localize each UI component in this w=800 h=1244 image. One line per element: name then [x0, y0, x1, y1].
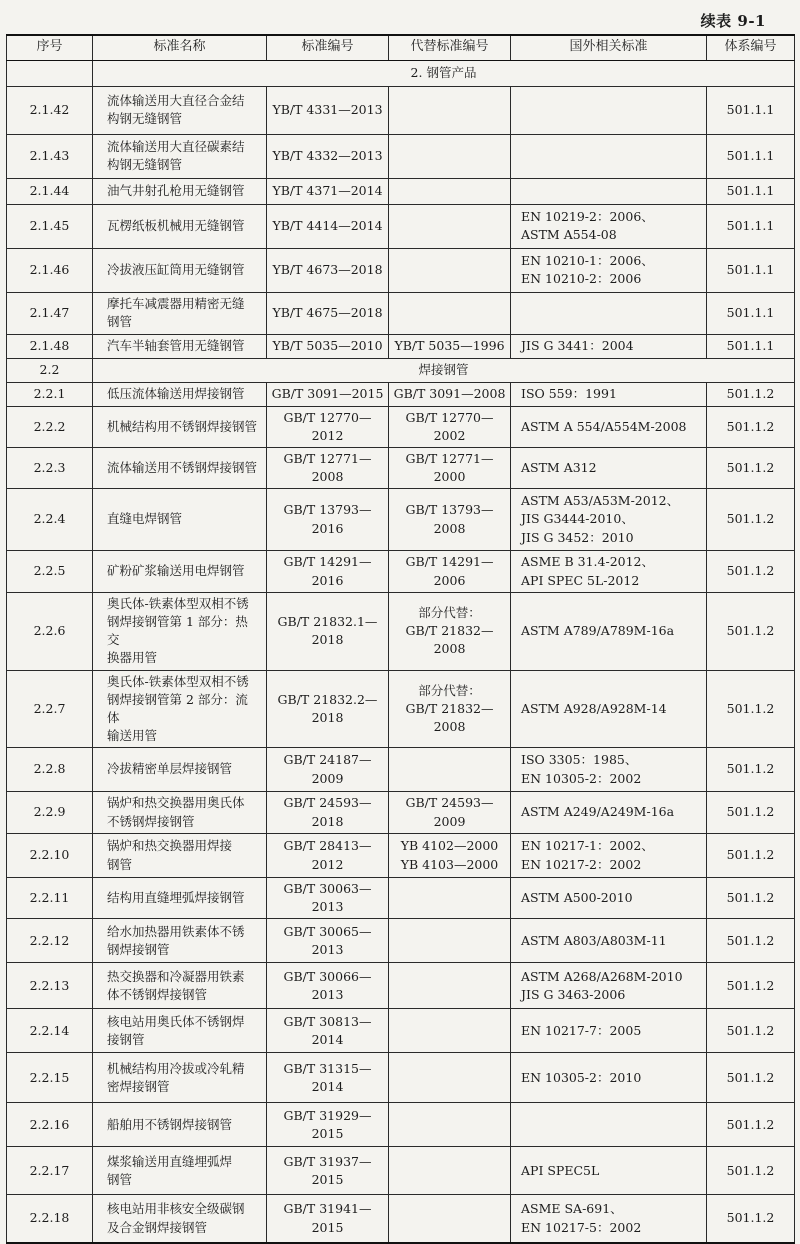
standard-name-line: 钢焊接钢管第 1 部分：热交	[107, 614, 248, 648]
standard-name	[93, 1009, 267, 1053]
table-row	[7, 292, 795, 334]
standard-name	[93, 292, 267, 334]
standard-name	[93, 551, 267, 593]
replaced-code	[389, 1009, 511, 1053]
standard-code: GB/T 31315—2014	[267, 1053, 389, 1103]
table-row	[7, 878, 795, 919]
standard-name	[93, 248, 267, 292]
standard-name-line: 油气井射孔枪用无缝钢管	[107, 182, 245, 198]
foreign-standard-line: ISO 559：1991	[521, 385, 617, 401]
system-code: 501.1.1	[707, 86, 795, 134]
table-row	[7, 1147, 795, 1195]
serial-number: 2.2.7	[7, 670, 93, 748]
replaced-code-line: YB 4103—2000	[400, 856, 499, 872]
standard-name-line: 钢焊接钢管第 2 部分：流体	[107, 691, 248, 725]
replaced-code-line: GB/T 14291—2006	[405, 554, 494, 588]
table-row	[7, 792, 795, 834]
standard-name	[93, 134, 267, 178]
table-row	[7, 447, 795, 488]
serial-number: 2.2.1	[7, 382, 93, 406]
standard-name-line: 热交换器和冷凝器用铁素	[107, 968, 245, 984]
table-row	[7, 382, 795, 406]
standard-name-line: 不锈钢焊接钢管	[107, 813, 195, 829]
foreign-standard-line: EN 10217-7：2005	[521, 1022, 642, 1038]
serial-number: 2.2.4	[7, 489, 93, 551]
foreign-standard	[511, 551, 707, 593]
standard-name-line: 直缝电焊钢管	[107, 511, 183, 527]
serial-number: 2.1.42	[7, 86, 93, 134]
replaced-code	[389, 382, 511, 406]
system-code: 501.1.2	[707, 593, 795, 671]
serial-number: 2.1.46	[7, 248, 93, 292]
table-row	[7, 334, 795, 358]
replaced-code	[389, 178, 511, 204]
replaced-code	[389, 963, 511, 1009]
standard-name-line: 构钢无缝钢管	[107, 111, 183, 126]
standard-name-line: 冷拔精密单层焊接钢管	[107, 761, 233, 777]
serial-number: 2.1.48	[7, 334, 93, 358]
system-code: 501.1.2	[707, 748, 795, 792]
standard-name-line: 瓦楞纸板机械用无缝钢管	[107, 217, 245, 233]
replaced-code-line: GB/T 24593—2009	[405, 795, 494, 829]
replaced-code	[389, 334, 511, 358]
replaced-code	[389, 406, 511, 447]
standard-code: GB/T 3091—2015	[267, 382, 389, 406]
foreign-standard-line: ISO 3305：1985、	[521, 752, 638, 768]
foreign-standard	[511, 447, 707, 488]
replaced-code	[389, 86, 511, 134]
replaced-code	[389, 1053, 511, 1103]
standard-name	[93, 834, 267, 878]
section-row	[7, 358, 795, 382]
section-number: 2.2	[7, 358, 93, 382]
table-row	[7, 834, 795, 878]
foreign-standard-line: ASTM A 554/A554M-2008	[521, 418, 687, 434]
foreign-standard-line: JIS G3444-2010、	[521, 511, 634, 527]
standard-name-line: 给水加热器用铁素体不锈	[107, 923, 245, 939]
replaced-code	[389, 834, 511, 878]
foreign-standard-line: EN 10217-1：2002、	[521, 838, 654, 854]
serial-number: 2.2.5	[7, 551, 93, 593]
foreign-standard-line: ASTM A500-2010	[521, 890, 633, 906]
serial-number: 2.2.9	[7, 792, 93, 834]
system-code: 501.1.2	[707, 1053, 795, 1103]
serial-number: 2.2.18	[7, 1195, 93, 1243]
table-row	[7, 1195, 795, 1243]
replaced-code	[389, 670, 511, 748]
foreign-standard	[511, 1103, 707, 1147]
foreign-standard-line: EN 10217-5：2002	[521, 1219, 642, 1235]
table-row	[7, 178, 795, 204]
standard-name-line: 汽车半轴套管用无缝钢管	[107, 337, 245, 353]
table-row	[7, 963, 795, 1009]
header-standard-code: 标准编号	[267, 35, 389, 60]
table-row	[7, 489, 795, 551]
serial-number: 2.2.14	[7, 1009, 93, 1053]
foreign-standard-line: ASTM A312	[521, 459, 597, 475]
system-code: 501.1.2	[707, 792, 795, 834]
replaced-code-line: GB/T 21832—2008	[405, 700, 494, 734]
standard-name	[93, 593, 267, 671]
standard-name-line: 锅炉和热交换器用焊接	[107, 838, 233, 854]
system-code: 501.1.2	[707, 551, 795, 593]
foreign-standard	[511, 593, 707, 671]
standard-name	[93, 406, 267, 447]
standard-name-line: 核电站用非核安全级碳钢	[107, 1201, 245, 1217]
replaced-code-line: YB/T 5035—1996	[394, 337, 505, 353]
section-title: 焊接钢管	[93, 358, 795, 382]
system-code: 501.1.2	[707, 1103, 795, 1147]
system-code: 501.1.2	[707, 406, 795, 447]
standard-name-line: 低压流体输送用焊接钢管	[107, 385, 245, 401]
standard-code: YB/T 4675—2018	[267, 292, 389, 334]
foreign-standard-line: ASTM A249/A249M-16a	[521, 804, 675, 820]
foreign-standard	[511, 919, 707, 963]
standard-name	[93, 1195, 267, 1243]
replaced-code-line: 部分代替：	[418, 605, 481, 621]
table-row	[7, 1103, 795, 1147]
standard-name-line: 流体输送用大直径碳素结	[107, 138, 245, 154]
table-caption: 续表 9-1	[700, 12, 766, 30]
system-code: 501.1.2	[707, 834, 795, 878]
table-row	[7, 593, 795, 671]
foreign-standard	[511, 489, 707, 551]
standard-name	[93, 447, 267, 488]
foreign-standard-line: ASTM A268/A268M-2010	[521, 968, 683, 984]
system-code: 501.1.1	[707, 204, 795, 248]
standard-code: YB/T 4673—2018	[267, 248, 389, 292]
foreign-standard	[511, 792, 707, 834]
replaced-code	[389, 792, 511, 834]
replaced-code	[389, 1195, 511, 1243]
replaced-code-line: GB/T 12770—2002	[405, 409, 494, 443]
standard-name-line: 摩托车减震器用精密无缝	[107, 295, 245, 311]
foreign-standard	[511, 834, 707, 878]
system-code: 501.1.1	[707, 178, 795, 204]
foreign-standard-line: EN 10305-2：2010	[521, 1069, 642, 1085]
foreign-standard-line: EN 10219-2：2006、	[521, 208, 654, 224]
standard-code: GB/T 24187—2009	[267, 748, 389, 792]
standard-name-line: 矿粉矿浆输送用电焊钢管	[107, 563, 245, 579]
standard-name	[93, 1147, 267, 1195]
standard-name-line: 密焊接钢管	[107, 1078, 170, 1094]
foreign-standard-line: JIS G 3463-2006	[521, 986, 626, 1002]
standard-name	[93, 178, 267, 204]
replaced-code	[389, 248, 511, 292]
system-code: 501.1.2	[707, 1195, 795, 1243]
standard-name	[93, 748, 267, 792]
serial-number: 2.2.13	[7, 963, 93, 1009]
foreign-standard	[511, 1195, 707, 1243]
serial-number: 2.2.10	[7, 834, 93, 878]
header-system-code: 体系编号	[707, 35, 795, 60]
header-replaced-code: 代替标准编号	[389, 35, 511, 60]
standard-name-line: 接钢管	[107, 1031, 145, 1047]
standard-code: GB/T 13793—2016	[267, 489, 389, 551]
standard-code: GB/T 28413—2012	[267, 834, 389, 878]
standard-name-line: 冷拔液压缸筒用无缝钢管	[107, 261, 245, 277]
foreign-standard-line: EN 10210-2：2006	[521, 271, 642, 286]
standard-name	[93, 1103, 267, 1147]
replaced-code	[389, 1147, 511, 1195]
standard-name-line: 煤浆输送用直缝埋弧焊	[107, 1153, 233, 1169]
standard-name	[93, 919, 267, 963]
system-code: 501.1.2	[707, 489, 795, 551]
replaced-code-line: GB/T 21832—2008	[405, 623, 494, 657]
serial-number: 2.2.6	[7, 593, 93, 671]
table-row	[7, 1053, 795, 1103]
replaced-code	[389, 919, 511, 963]
table-body	[7, 60, 795, 1243]
replaced-code	[389, 1103, 511, 1147]
replaced-code-line: 部分代替：	[418, 682, 481, 698]
foreign-standard	[511, 963, 707, 1009]
replaced-code	[389, 748, 511, 792]
standard-name	[93, 963, 267, 1009]
foreign-standard-line: ASTM A928/A928M-14	[521, 700, 667, 716]
standard-name	[93, 204, 267, 248]
standard-name-line: 奥氏体-铁素体型双相不锈	[107, 596, 249, 611]
foreign-standard	[511, 748, 707, 792]
foreign-standard-line: ASME SA-691、	[521, 1201, 623, 1217]
standard-name	[93, 792, 267, 834]
standard-name-line: 及合金钢焊接钢管	[107, 1219, 208, 1235]
foreign-standard	[511, 178, 707, 204]
serial-number: 2.1.45	[7, 204, 93, 248]
foreign-standard-line: JIS G 3452：2010	[521, 529, 634, 545]
standard-name	[93, 670, 267, 748]
foreign-standard-line: EN 10217-2：2002	[521, 856, 642, 872]
standard-name	[93, 86, 267, 134]
replaced-code	[389, 878, 511, 919]
header-serial: 序号	[7, 35, 93, 60]
standard-code: GB/T 30813—2014	[267, 1009, 389, 1053]
standard-name-line: 机械结构用不锈钢焊接钢管	[107, 418, 258, 434]
standard-name-line: 结构用直缝埋弧焊接钢管	[107, 890, 245, 906]
replaced-code	[389, 134, 511, 178]
system-code: 501.1.2	[707, 919, 795, 963]
serial-number: 2.2.3	[7, 447, 93, 488]
standard-code: GB/T 21832.1—2018	[267, 593, 389, 671]
standard-code: GB/T 31941—2015	[267, 1195, 389, 1243]
serial-number: 2.2.12	[7, 919, 93, 963]
table-row	[7, 134, 795, 178]
standards-table	[6, 34, 795, 1244]
standard-name-line: 奥氏体-铁素体型双相不锈	[107, 673, 249, 689]
replaced-code-line: GB/T 13793—2008	[405, 502, 494, 536]
section-title: 2. 钢管产品	[93, 60, 795, 86]
replaced-code	[389, 447, 511, 488]
standard-name-line: 钢焊接钢管	[107, 941, 170, 957]
serial-number: 2.2.2	[7, 406, 93, 447]
table-row	[7, 86, 795, 134]
standard-code: GB/T 30063—2013	[267, 878, 389, 919]
replaced-code	[389, 551, 511, 593]
table-row	[7, 1009, 795, 1053]
standard-name-line: 核电站用奥氏体不锈钢焊	[107, 1013, 245, 1029]
section-number	[7, 60, 93, 86]
replaced-code	[389, 292, 511, 334]
standard-name-line: 流体输送用大直径合金结	[107, 92, 245, 108]
standard-code: YB/T 4414—2014	[267, 204, 389, 248]
replaced-code	[389, 489, 511, 551]
standard-name-line: 换器用管	[107, 650, 158, 666]
section-row	[7, 60, 795, 86]
foreign-standard	[511, 406, 707, 447]
foreign-standard	[511, 204, 707, 248]
standard-name-line: 船舶用不锈钢焊接钢管	[107, 1116, 233, 1132]
foreign-standard	[511, 86, 707, 134]
foreign-standard-line: ASTM A789/A789M-16a	[521, 623, 675, 639]
standard-code: GB/T 30066—2013	[267, 963, 389, 1009]
table-row	[7, 551, 795, 593]
standard-name-line: 构钢无缝钢管	[107, 157, 183, 172]
serial-number: 2.2.8	[7, 748, 93, 792]
replaced-code-line: GB/T 12771—2000	[405, 450, 494, 484]
table-row	[7, 248, 795, 292]
serial-number: 2.2.16	[7, 1103, 93, 1147]
standard-code: GB/T 30065—2013	[267, 919, 389, 963]
standard-name-line: 流体输送用不锈钢焊接钢管	[107, 459, 258, 475]
foreign-standard	[511, 248, 707, 292]
standard-code: YB/T 4332—2013	[267, 134, 389, 178]
serial-number: 2.1.44	[7, 178, 93, 204]
foreign-standard-line: ASTM A803/A803M-11	[521, 932, 667, 948]
standard-name	[93, 1053, 267, 1103]
standard-code: GB/T 12770—2012	[267, 406, 389, 447]
standard-name	[93, 489, 267, 551]
header-row	[7, 35, 795, 60]
table-row	[7, 748, 795, 792]
standard-code: YB/T 4371—2014	[267, 178, 389, 204]
foreign-standard-line: JIS G 3441：2004	[521, 337, 634, 353]
foreign-standard-line: EN 10305-2：2002	[521, 770, 642, 786]
standard-name-line: 钢管	[107, 1171, 133, 1187]
standard-name-line: 钢管	[107, 856, 133, 872]
foreign-standard	[511, 670, 707, 748]
standard-code: GB/T 24593—2018	[267, 792, 389, 834]
standard-name-line: 输送用管	[107, 727, 158, 743]
foreign-standard	[511, 878, 707, 919]
system-code: 501.1.2	[707, 670, 795, 748]
table-row	[7, 204, 795, 248]
foreign-standard	[511, 1147, 707, 1195]
foreign-standard	[511, 1053, 707, 1103]
foreign-standard	[511, 134, 707, 178]
foreign-standard-line: ASTM A554-08	[521, 227, 617, 242]
replaced-code	[389, 204, 511, 248]
system-code: 501.1.2	[707, 878, 795, 919]
system-code: 501.1.1	[707, 134, 795, 178]
standard-code: GB/T 12771—2008	[267, 447, 389, 488]
standard-code: GB/T 21832.2—2018	[267, 670, 389, 748]
standard-code: GB/T 14291—2016	[267, 551, 389, 593]
system-code: 501.1.2	[707, 382, 795, 406]
standard-name-line: 体不锈钢焊接钢管	[107, 986, 208, 1002]
standard-name-line: 机械结构用冷拔或冷轧精	[107, 1060, 245, 1076]
serial-number: 2.2.11	[7, 878, 93, 919]
replaced-code-line: GB/T 3091—2008	[393, 385, 506, 401]
system-code: 501.1.1	[707, 334, 795, 358]
system-code: 501.1.2	[707, 963, 795, 1009]
serial-number: 2.2.15	[7, 1053, 93, 1103]
standard-code: GB/T 31929—2015	[267, 1103, 389, 1147]
system-code: 501.1.2	[707, 447, 795, 488]
serial-number: 2.2.17	[7, 1147, 93, 1195]
standard-name	[93, 382, 267, 406]
standard-name	[93, 334, 267, 358]
serial-number: 2.1.47	[7, 292, 93, 334]
foreign-standard	[511, 334, 707, 358]
foreign-standard-line: API SPEC 5L-2012	[521, 572, 640, 588]
system-code: 501.1.2	[707, 1009, 795, 1053]
table-row	[7, 919, 795, 963]
system-code: 501.1.1	[707, 248, 795, 292]
table-row	[7, 406, 795, 447]
table-row	[7, 670, 795, 748]
foreign-standard-line: API SPEC5L	[521, 1162, 600, 1178]
standard-code: YB/T 5035—2010	[267, 334, 389, 358]
standard-code: GB/T 31937—2015	[267, 1147, 389, 1195]
foreign-standard-line: ASME B 31.4-2012、	[521, 554, 655, 570]
standard-code: YB/T 4331—2013	[267, 86, 389, 134]
foreign-standard	[511, 1009, 707, 1053]
replaced-code-line: YB 4102—2000	[400, 838, 499, 854]
replaced-code	[389, 593, 511, 671]
serial-number: 2.1.43	[7, 134, 93, 178]
foreign-standard-line: EN 10210-1：2006、	[521, 252, 654, 268]
system-code: 501.1.2	[707, 1147, 795, 1195]
system-code: 501.1.1	[707, 292, 795, 334]
header-standard-name: 标准名称	[93, 35, 267, 60]
foreign-standard-line: ASTM A53/A53M-2012、	[521, 493, 680, 509]
standard-name-line: 锅炉和热交换器用奥氏体	[107, 795, 245, 811]
header-foreign-standard: 国外相关标准	[511, 35, 707, 60]
foreign-standard	[511, 382, 707, 406]
standard-name-line: 钢管	[107, 314, 133, 329]
foreign-standard	[511, 292, 707, 334]
standard-name	[93, 878, 267, 919]
